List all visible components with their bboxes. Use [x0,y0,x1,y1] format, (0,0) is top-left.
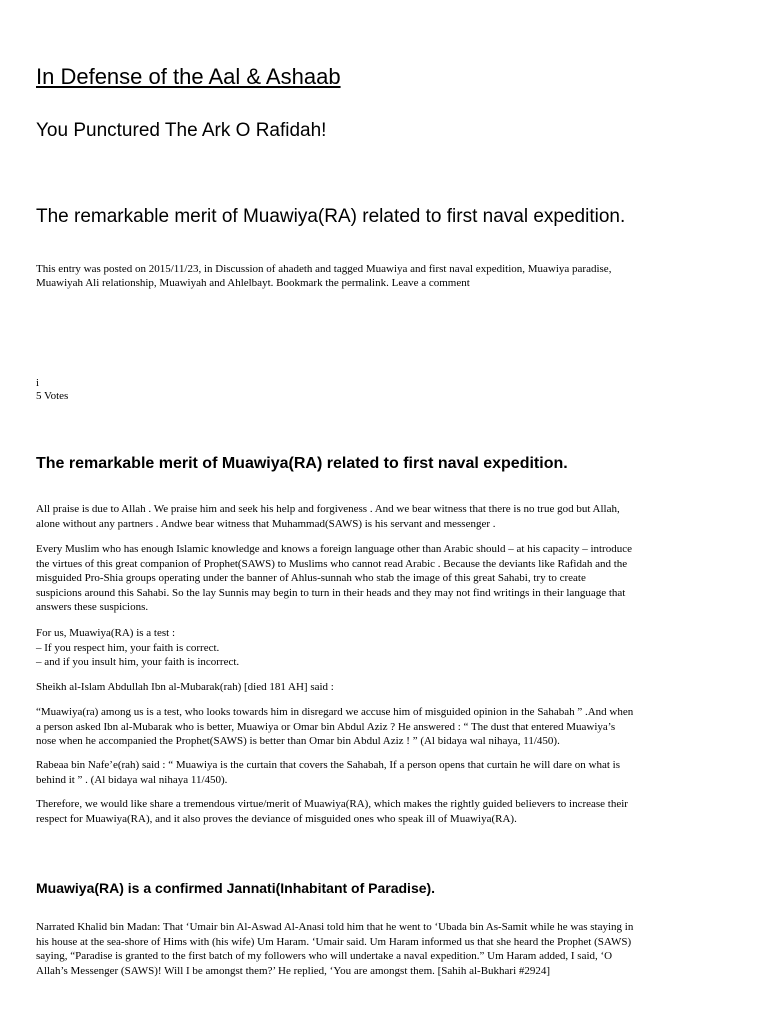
paragraph-line: alone without any partners . Andwe bear witness that Muhammad(SAWS) is his servant and messenger . [36,517,496,530]
article-paragraph [36,680,732,695]
paragraph-line: behind it ” . (Al bidaya wal nihaya 11/450). [36,773,228,786]
article-paragraph [36,502,732,531]
paragraph-line: – If you respect him, your faith is correct. [36,641,220,654]
rating-icon: i [36,377,40,389]
post-meta-line: Muawiyah Ali relationship, Muawiyah and Ahlelbayt. Bookmark the permalink. Leave a comment [36,277,470,289]
paragraph-line: his house at the sea-shore of Hims with (his wife) Um Haram. ‘Umair said. Um Haram informed us that she heard the Prophet (SAWS) [36,935,632,948]
post-title: The remarkable merit of Muawiya(RA) related to first naval expedition. [36,206,626,227]
article-paragraph [36,758,732,787]
paragraph-line: answers these suspicions. [36,601,149,613]
article-paragraph [36,626,732,670]
article-paragraph [36,920,732,978]
paragraph-line: Therefore, we would like share a tremendous virtue/merit of Muawiya(RA), which makes the rightly guided believers to increase their [36,798,628,810]
site-title-link[interactable]: In Defense of the Aal & Ashaab [36,64,341,89]
paragraph-line: suspicions around this Sahabi. So the lay Sunnis may begin to turn in their heads and they may not find writings in their language that [36,586,626,599]
paragraph-line: For us, Muawiya(RA) is a test : [36,627,176,639]
paragraph-line: All praise is due to Allah . We praise him and seek his help and forgiveness . And we bear witness that there is no true god but Allah, [36,503,620,515]
article-paragraph [36,705,732,749]
paragraph-line: – and if you insult him, your faith is incorrect. [36,656,240,668]
rating-votes: 5 Votes [36,390,69,402]
post-meta-line: This entry was posted on 2015/11/23, in Discussion of ahadeth and tagged Muawiya and first naval expedition, Muawiya paradise, [36,263,612,275]
article-paragraph [36,542,732,615]
post-meta [36,262,732,290]
article-paragraph [36,797,732,826]
paragraph-line: Rabeaa bin Nafe’e(rah) said : “ Muawiya is the curtain that covers the Sahabah, If a person opens that curtain he will dare on what is [36,759,621,771]
paragraph-line: misguided Pro-Shia groups operating under the banner of Ahlus-sunnah who stab the image of this great Sahabi, try to create [36,572,586,584]
paragraph-line: the virtues of this great companion of Prophet(SAWS) to Muslims who cannot read Arabic . Because the deviants like Rafidah and the [36,557,628,570]
paragraph-line: Every Muslim who has enough Islamic knowledge and knows a foreign language other than Arabic should – at his capacity – introduce [36,543,632,555]
paragraph-line: “Muawiya(ra) among us is a test, who looks towards him in disregard we accuse him of misguided opinion in the Sahabah ” .And when [36,706,634,718]
paragraph-line: Allah’s Messenger (SAWS)! Will I be amongst them?’ He replied, ‘You are amongst them. [Sahih al-Bukhari #2924] [36,964,551,977]
paragraph-line: nose when he accompanied the Prophet(SAWS) is better than Omar bin Abdul Aziz ! ” (Al bidaya wal nihaya, 11/450). [36,735,560,747]
section-heading: Muawiya(RA) is a confirmed Jannati(Inhabitant of Paradise). [36,880,436,896]
paragraph-line: respect for Muawiya(RA), and it also proves the deviance of misguided ones who speak ill of Muawiya(RA). [36,812,517,825]
paragraph-line: Narrated Khalid bin Madan: That ‘Umair bin Al-Aswad Al-Anasi told him that he went to ‘Ubada bin As-Samit while he was staying in [36,921,634,933]
site-subtitle: You Punctured The Ark O Rafidah! [36,120,327,141]
paragraph-line: saying, “Paradise is granted to the first batch of my followers who will undertake a naval expedition.” Um Haram added, I said, ‘O [36,950,613,962]
paragraph-line: Sheikh al-Islam Abdullah Ibn al-Mubarak(rah) [died 181 AH] said : [36,681,334,693]
paragraph-line: a person asked Ibn al-Mubarak who is better, Muawiya or Omar bin Abdul Aziz ? He answered : “ The dust that entered Muawiya’s [36,720,616,733]
article-heading: The remarkable merit of Muawiya(RA) related to first naval expedition. [36,455,568,472]
